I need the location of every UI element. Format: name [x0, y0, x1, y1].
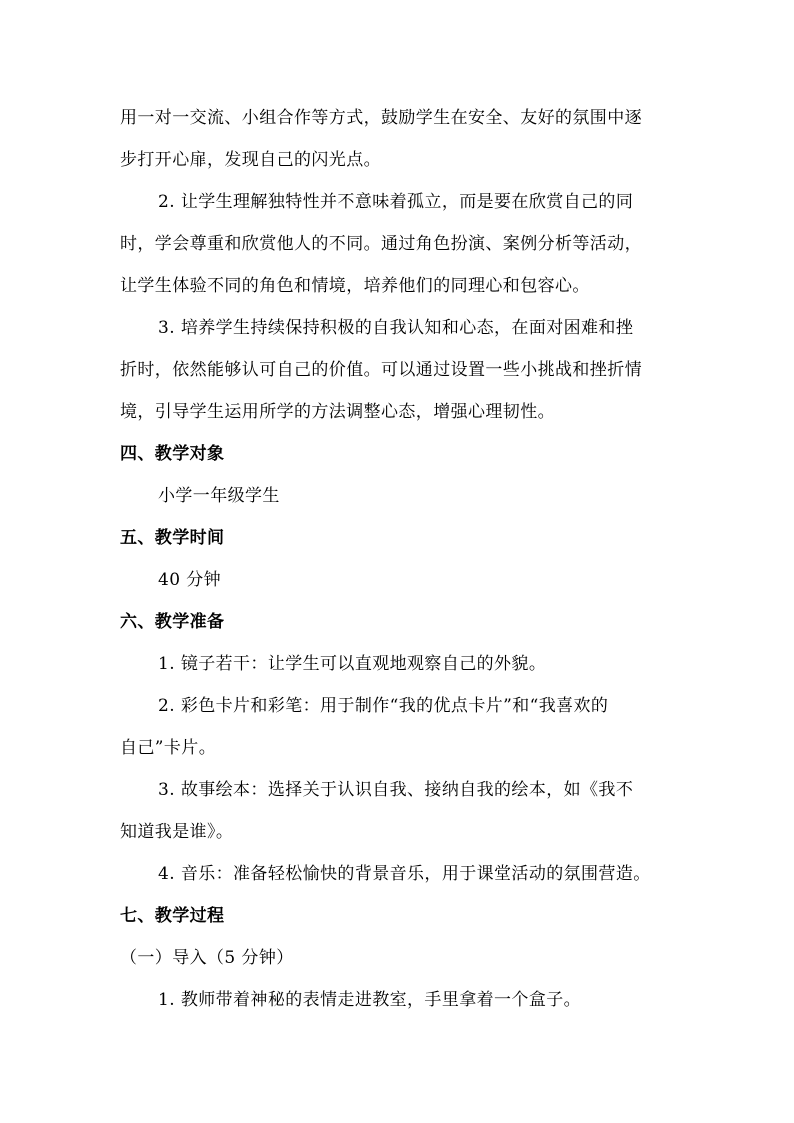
list-item-line: 1. 镜子若干：让学生可以直观地观察自己的外貌。: [158, 654, 547, 674]
subsection-heading: （一）导入（5 分钟）: [120, 948, 294, 968]
paragraph-line: 让学生体验不同的角色和情境，培养他们的同理心和包容心。: [120, 276, 590, 296]
section-heading: 七、教学过程: [120, 906, 225, 926]
list-item-line: 4. 音乐：准备轻松愉快的背景音乐，用于课堂活动的氛围营造。: [158, 864, 651, 884]
paragraph-line: 知道我是谁》。: [120, 822, 234, 842]
paragraph-line: 用一对一交流、小组合作等方式，鼓励学生在安全、友好的氛围中逐: [120, 108, 642, 128]
section-heading: 五、教学时间: [120, 528, 225, 548]
list-item-line: 2. 彩色卡片和彩笔：用于制作“我的优点卡片”和“我喜欢的: [158, 696, 609, 716]
list-item-line: 3. 培养学生持续保持积极的自我认知和心态，在面对困难和挫: [158, 318, 634, 338]
section-body: 40 分钟: [158, 570, 222, 590]
list-item-line: 1. 教师带着神秘的表情走进教室，手里拿着一个盒子。: [158, 990, 582, 1010]
section-heading: 六、教学准备: [120, 612, 225, 632]
section-heading: 四、教学对象: [120, 444, 225, 464]
section-body: 小学一年级学生: [158, 486, 280, 506]
list-item-line: 3. 故事绘本：选择关于认识自我、接纳自我的绘本，如《我不: [158, 780, 634, 800]
paragraph-line: 时，学会尊重和欣赏他人的不同。通过角色扮演、案例分析等活动，: [120, 234, 642, 254]
paragraph-line: 折时，依然能够认可自己的价值。可以通过设置一些小挑战和挫折情: [120, 360, 642, 380]
list-item-line: 2. 让学生理解独特性并不意味着孤立，而是要在欣赏自己的同: [158, 192, 634, 212]
paragraph-line: 境，引导学生运用所学的方法调整心态，增强心理韧性。: [120, 402, 555, 422]
paragraph-line: 自己”卡片。: [120, 738, 217, 758]
paragraph-line: 步打开心扉，发现自己的闪光点。: [120, 150, 381, 170]
